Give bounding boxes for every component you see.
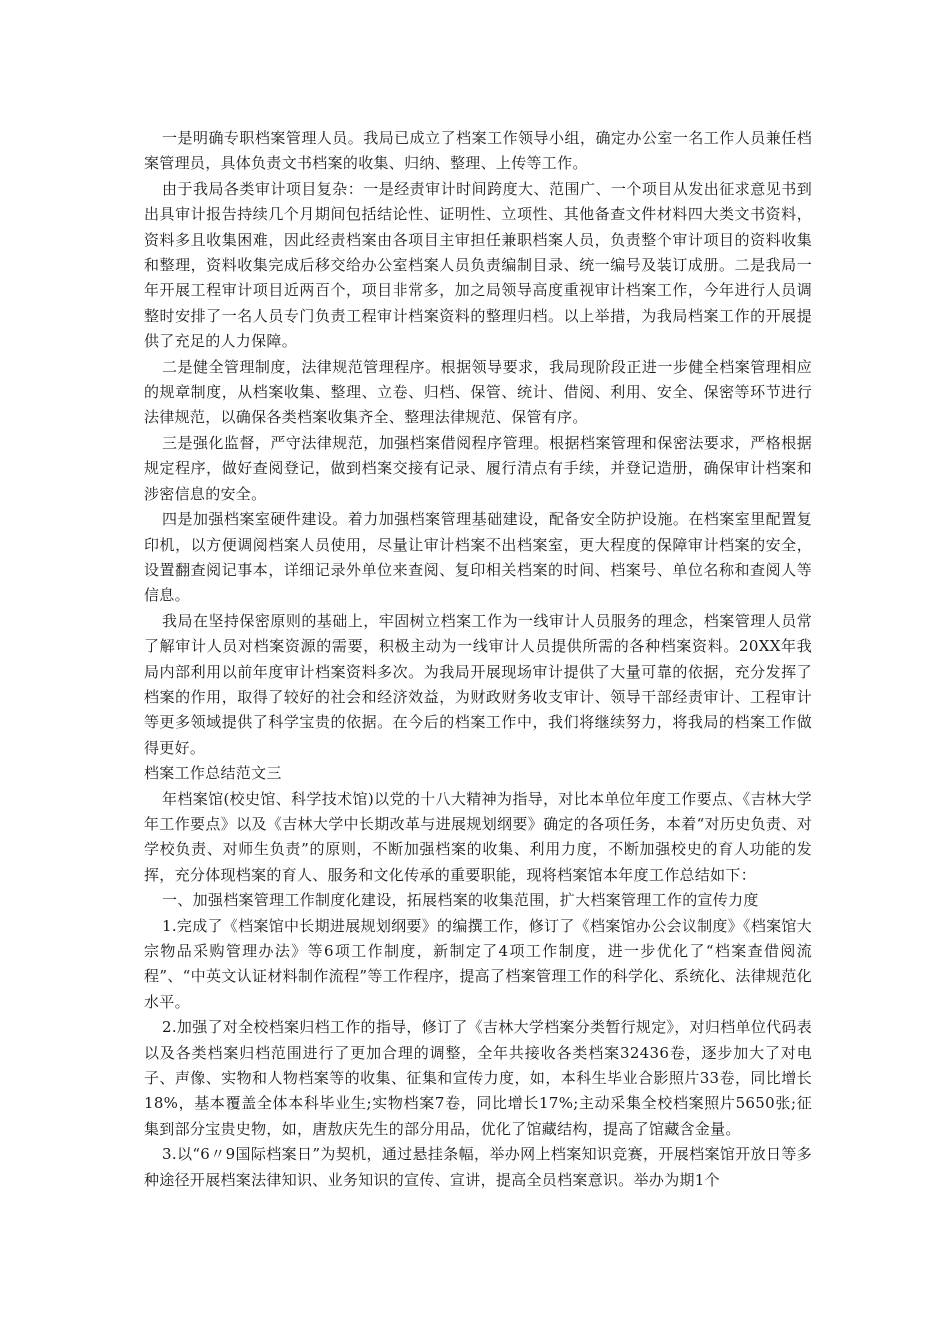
paragraph-11: 3.以“6〃9国际档案日”为契机，通过悬挂条幅，举办网上档案知识竞赛，开展档案馆开放日等多种途径开展档案法律知识、业务知识的宣传、宣讲，提高全员档案意识。举办为期1个 [144, 1145, 812, 1189]
paragraph-9: 1.完成了《档案馆中长期进展规划纲要》的编撰工作，修订了《档案馆办公会议制度》《档案馆大宗物品采购管理办法》等6项工作制度，新制定了4项工作制度，进一步优化了“档案查借阅流程”、“中英文认证材料制作流程”等工作程序，提高了档案管理工作的科学化、系统化、法律规范化水平。 [144, 916, 813, 1011]
paragraph-5: 四是加强档案室硬件建设。着力加强档案管理基础建设，配备安全防护设施。在档案室里配置复印机，以方便调阅档案人员使用，尽量让审计档案不出档案室，更大程度的保障审计档案的安全，设置翻查阅记事本，详细记录外单位来查阅、复印相关档案的时间、档案号、单位名称和查阅人等信息。 [144, 510, 812, 605]
paragraph-8: 一、加强档案管理工作制度化建设，拓展档案的收集范围，扩大档案管理工作的宣传力度 [162, 891, 759, 910]
section-title: 档案工作总结范文三 [144, 764, 282, 783]
paragraph-7: 年档案馆(校史馆、科学技术馆)以党的十八大精神为指导，对比本单位年度工作要点、《吉林大学年工作要点》以及《吉林大学中长期改革与进展规划纲要》确定的各项任务，本着“对历史负责、对学校负责、对师生负责”的原则，不断加强档案的收集、利用力度，不断加强校史的育人功能的发挥，充分体现档案的育人、服务和文化传承的重要职能，现将档案馆本年度工作总结如下： [144, 789, 812, 884]
document-body [144, 126, 812, 1193]
paragraph-3: 二是健全管理制度，法律规范管理程序。根据领导要求，我局现阶段正进一步健全档案管理相应的规章制度，从档案收集、整理、立卷、归档、保管、统计、借阅、利用、安全、保密等环节进行法律规范，以确保各类档案收集齐全、整理法律规范、保管有序。 [144, 357, 812, 427]
paragraph-6: 我局在坚持保密原则的基础上，牢固树立档案工作为一线审计人员服务的理念，档案管理人员常了解审计人员对档案资源的需要，积极主动为一线审计人员提供所需的各种档案资料。20XX年我局内部利用以前年度审计档案资料多次。为我局开展现场审计提供了大量可靠的依据，充分发挥了档案的作用，取得了较好的社会和经济效益，为财政财务收支审计、领导干部经责审计、工程审计等更多领域提供了科学宝贵的依据。在今后的档案工作中，我们将继续努力，将我局的档案工作做得更好。 [144, 611, 812, 757]
paragraph-10: 2.加强了对全校档案归档工作的指导，修订了《吉林大学档案分类暂行规定》，对归档单位代码表以及各类档案归档范围进行了更加合理的调整，全年共接收各类档案32436卷，逐步加大了对电子、声像、实物和人物档案等的收集、征集和宣传力度，如，本科生毕业合影照片33卷，同比增长18%，基本覆盖全体本科毕业生;实物档案7卷，同比增长17%;主动采集全校档案照片5650张;征集到部分宝贵史物，如，唐敖庆先生的部分用品，优化了馆藏结构，提高了馆藏含金量。 [144, 1018, 813, 1138]
paragraph-2: 由于我局各类审计项目复杂：一是经责审计时间跨度大、范围广、一个项目从发出征求意见书到出具审计报告持续几个月期间包括结论性、证明性、立项性、其他备查文件材料四大类文书资料，资料多且收集困难，因此经责档案由各项目主审担任兼职档案人员，负责整个审计项目的资料收集和整理，资料收集完成后移交给办公室档案人员负责编制目录、统一编号及装订成册。二是我局一年开展工程审计项目近两百个，项目非常多，加之局领导高度重视审计档案工作，今年进行人员调整时安排了一名人员专门负责工程审计档案资料的整理归档。以上举措，为我局档案工作的开展提供了充足的人力保障。 [144, 179, 812, 351]
paragraph-1: 一是明确专职档案管理人员。我局已成立了档案工作领导小组，确定办公室一名工作人员兼任档案管理员，具体负责文书档案的收集、归纳、整理、上传等工作。 [144, 129, 812, 173]
paragraph-4: 三是强化监督，严守法律规范，加强档案借阅程序管理。根据档案管理和保密法要求，严格根据规定程序，做好查阅登记，做到档案交接有记录、履行清点有手续，并登记造册，确保审计档案和涉密信息的安全。 [144, 433, 812, 503]
